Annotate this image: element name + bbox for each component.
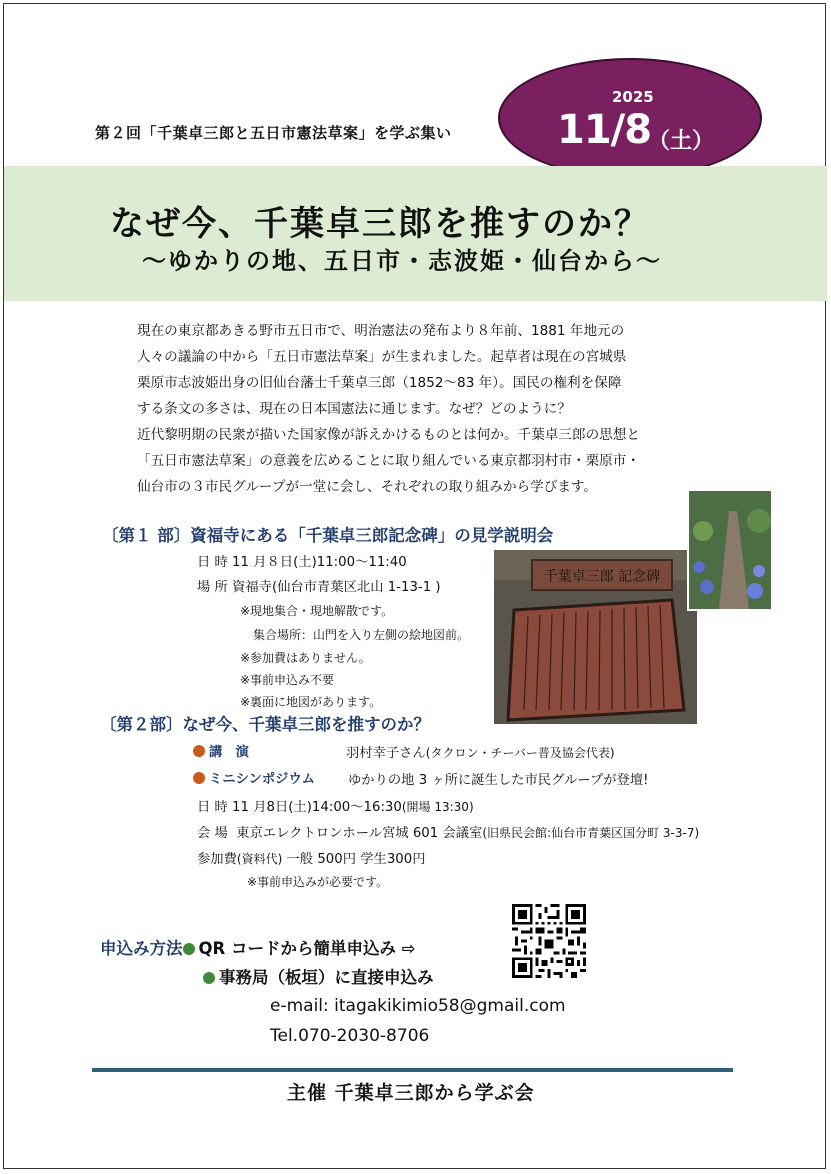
fee-remark: ※事前申込みが必要です。 <box>247 875 389 889</box>
symposium-label: ミニシンポジウム <box>209 772 315 787</box>
qr-code-icon[interactable] <box>512 904 586 978</box>
organizer: 主催 千葉卓三郎から学ぶ会 <box>287 1082 535 1104</box>
apply-qr-row <box>100 935 416 959</box>
apply-office-row <box>203 964 434 988</box>
apply-office-method: 事務局（板垣）に直接申込み <box>219 968 434 987</box>
temple-path-image <box>689 491 771 609</box>
part1-place: 場 所 資福寺(仙台市青葉区北山 1-13-1 ) <box>197 580 441 595</box>
sub-title: ～ゆかりの地、五日市・志波姫・仙台から～ <box>142 247 662 275</box>
venue-label: 会 場 <box>197 826 228 841</box>
temple-path-photo <box>687 489 773 611</box>
contact-email[interactable]: e-mail: itagakikimio58@gmail.com <box>270 996 566 1016</box>
qr-code-graphic <box>512 904 586 978</box>
event-series-title: 第２回「千葉卓三郎と五日市憲法草案」を学ぶ集い <box>95 124 452 142</box>
part1-note: ※参加費はありません。 <box>240 651 371 665</box>
lecture-affiliation: (タクロン・チーバー普及協会代表) <box>425 746 615 760</box>
event-year: 2025 <box>612 88 654 106</box>
part2-heading: 〔第２部〕なぜ今、千葉卓三郎を推すのか？ <box>100 715 430 734</box>
main-title: なぜ今、千葉卓三郎を推すのか？ <box>110 204 650 244</box>
part1-datetime: 日 時 11 月８日(土)11:00～11:40 <box>197 555 407 570</box>
intro-line: 「五日市憲法草案」の意義を広めることに取り組んでいる東京都羽村市・栗原市・ <box>137 453 640 469</box>
memorial-stone-photo <box>494 550 697 724</box>
part2-open-time: (開場 13:30) <box>401 800 474 814</box>
symposium-description: ゆかりの地 3 ヶ所に誕生した市民グループが登壇! <box>348 773 649 788</box>
green-bullet-icon <box>203 972 215 984</box>
event-date: 11/8 <box>557 107 652 153</box>
part2-datetime: 日 時 11 月8日(土)14:00～16:30 <box>197 800 402 815</box>
intro-text <box>137 318 640 500</box>
green-bullet-icon <box>183 943 195 955</box>
orange-bullet-icon <box>193 772 205 784</box>
intro-line: 現在の東京都あきる野市五日市で、明治憲法の発布より８年前、1881 年地元の <box>137 323 625 339</box>
orange-bullet-icon <box>193 745 205 757</box>
apply-qr-method: QR コードから簡単申込み ⇨ <box>198 939 416 958</box>
part1-note: 集合場所：山門を入り左側の絵地図前。 <box>253 628 470 642</box>
fee-note: (資料代) <box>236 852 283 866</box>
intro-line: 近代黎明期の民衆が描いた国家像が訴えかけるものとは何か。千葉卓三郎の思想と <box>137 427 640 443</box>
part1-heading: 〔第１ 部〕資福寺にある「千葉卓三郎記念碑」の見学説明会 <box>102 526 554 545</box>
memorial-stone-image <box>494 550 697 724</box>
lecture-label: 講 演 <box>209 745 249 760</box>
intro-line: 栗原市志波姫出身の旧仙台藩士千葉卓三郎（1852～83 年）。国民の権利を保障 <box>137 375 622 391</box>
fee-row <box>197 848 426 867</box>
contact-tel[interactable]: Tel.070-2030-8706 <box>270 1026 430 1046</box>
venue-note: (旧県民会館:仙台市青葉区国分町 3-3-7) <box>482 826 700 840</box>
event-weekday: （土） <box>648 129 715 154</box>
symposium-row <box>193 768 315 787</box>
lecture-row <box>193 741 249 760</box>
venue-name: 東京エレクトロンホール宮城 601 会議室 <box>236 826 483 841</box>
footer-divider <box>92 1068 733 1072</box>
fee-amount: 一般 500円 学生300円 <box>286 852 426 867</box>
lecture-speaker-row <box>346 742 615 761</box>
part1-note: ※現地集合・現地解散です。 <box>240 604 394 618</box>
intro-line: 仙台市の３市民グループが一堂に会し、それぞれの取り組みから学びます。 <box>137 479 598 495</box>
lecture-speaker: 羽村幸子さん <box>346 746 426 761</box>
stone-plaque-text: 千葉卓三郎 記念碑 <box>543 569 661 585</box>
part1-note: ※裏面に地図があります。 <box>240 695 382 709</box>
venue-row <box>197 822 699 841</box>
apply-label: 申込み方法 <box>100 939 183 958</box>
part2-datetime-row <box>197 796 474 815</box>
intro-line: する条文の多さは、現在の日本国憲法に通じます。なぜ？どのように？ <box>137 401 571 417</box>
part1-note: ※事前申込み不要 <box>240 673 335 687</box>
intro-line: 人々の議論の中から「五日市憲法草案」が生まれました。起草者は現在の宮城県 <box>137 349 627 365</box>
fee-label: 参加費 <box>197 852 237 867</box>
